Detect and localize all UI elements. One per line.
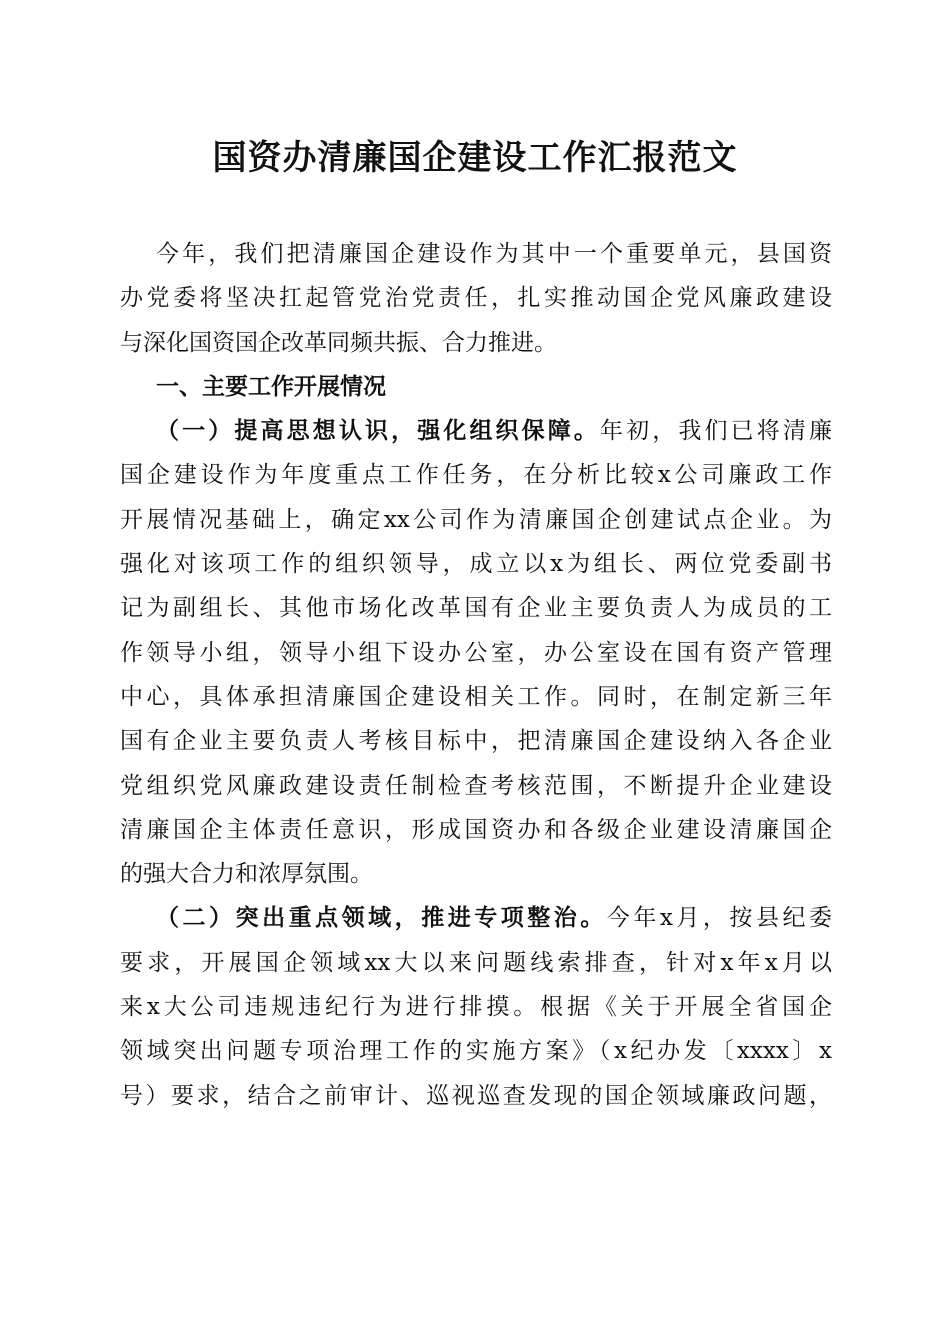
paragraph-1-line-2: 国企建设作为年度重点工作任务，在分析比较x公司廉政工作 [120,462,832,489]
section-heading-1: 一、主要工作开展情况 [156,373,386,400]
paragraph-2-lead: （二）突出重点领域，推进专项整治。 [156,904,607,932]
paragraph-2-line-5: 号）要求，结合之前审计、巡视巡查发现的国企领域廉政问题， [120,1082,832,1109]
paragraph-2-line-1-text: 今年x月，按县纪委 [606,905,832,932]
paragraph-intro-line-3: 与深化国资国企改革同频共振、合力推进。 [120,329,557,356]
paragraph-1-line-9: 党组织党风廉政建设责任制检查考核范围，不断提升企业建设 [120,772,832,799]
paragraph-1-line-7: 中心，具体承担清廉国企建设相关工作。同时，在制定新三年 [120,683,832,710]
paragraph-1-line-6: 作领导小组，领导小组下设办公室，办公室设在国有资产管理 [120,639,832,666]
paragraph-1-line-3: 开展情况基础上，确定xx公司作为清廉国企创建试点企业。为 [120,506,832,533]
paragraph-1-line-10: 清廉国企主体责任意识，形成国资办和各级企业建设清廉国企 [120,816,832,843]
paragraph-1-line-11: 的强大合力和浓厚氛围。 [120,861,373,888]
paragraph-2-line-3: 来x大公司违规违纪行为进行排摸。根据《关于开展全省国企 [120,994,832,1021]
paragraph-2-line-2: 要求，开展国企领域xx大以来问题线索排查，针对x年x月以 [120,949,832,976]
paragraph-intro-line-1: 今年，我们把清廉国企建设作为其中一个重要单元，县国资 [156,241,832,267]
paragraph-2-line-4: 领域突出问题专项治理工作的实施方案》（x纪办发〔xxxx〕x [120,1038,832,1065]
paragraph-1-line-8: 国有企业主要负责人考核目标中，把清廉国企建设纳入各企业 [120,728,832,755]
paragraph-2-line-1 [120,896,832,940]
paragraph-1-line-4: 强化对该项工作的组织领导，成立以x为组长、两位党委副书 [120,551,832,578]
document-title: 国资办清廉国企建设工作汇报范文 [212,138,738,178]
paragraph-1-line-1-text: 年初，我们已将清廉 [600,418,833,445]
paragraph-intro-line-2: 办党委将坚决扛起管党治党责任，扎实推动国企党风廉政建设 [120,285,832,312]
document-body [120,232,832,1118]
paragraph-1-line-1 [120,409,832,453]
paragraph-1-line-5: 记为副组长、其他市场化改革国有企业主要负责人为成员的工 [120,595,832,622]
paragraph-1-lead: （一）提高思想认识，强化组织保障。 [156,417,601,445]
